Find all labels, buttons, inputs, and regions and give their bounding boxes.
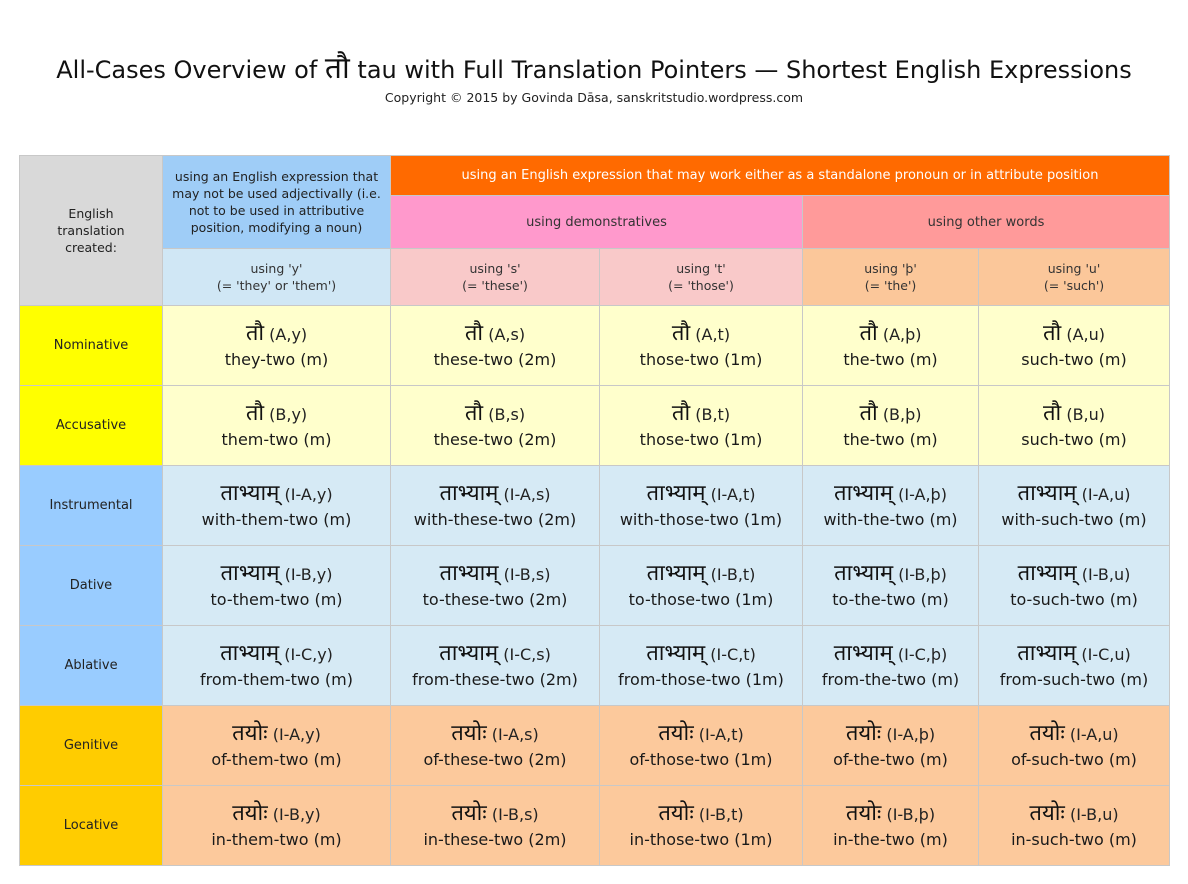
- english-expression: of-those-two (1m): [629, 749, 773, 769]
- devanagari-form: तौ: [245, 400, 265, 426]
- form-line: [979, 480, 1169, 508]
- case-label: Instrumental: [20, 466, 163, 546]
- devanagari-form: ताभ्याम्: [833, 640, 893, 666]
- case-code: (B,y): [269, 404, 308, 424]
- english-expression: in-such-two (m): [1011, 829, 1137, 849]
- form-cell-s: [391, 546, 600, 626]
- case-code: (I-B,þ): [886, 804, 936, 824]
- form-cell-s: [391, 386, 600, 466]
- devanagari-form: तयोः: [658, 720, 694, 746]
- other-words-group-header: using other words: [803, 196, 1170, 249]
- subheader-y: using 'y' (= 'they' or 'them'): [163, 249, 391, 306]
- title-suffix: tau with Full Translation Pointers — Shortest English Expressions: [349, 56, 1132, 84]
- subheader-thorn: using 'þ' (= 'the'): [803, 249, 979, 306]
- english-expression: to-them-two (m): [210, 589, 343, 609]
- case-code: (I-C,t): [710, 644, 756, 664]
- form-cell-s: [391, 626, 600, 706]
- demonstratives-group-header: using demonstratives: [391, 196, 803, 249]
- case-code: (A,þ): [882, 324, 922, 344]
- case-code: (A,y): [269, 324, 308, 344]
- case-code: (A,t): [695, 324, 731, 344]
- english-expression: the-two (m): [843, 429, 938, 449]
- case-label: Genitive: [20, 706, 163, 786]
- form-line: [979, 320, 1169, 348]
- devanagari-form: तौ: [464, 400, 484, 426]
- english-expression: from-these-two (2m): [412, 669, 578, 689]
- form-cell-t: [600, 466, 803, 546]
- case-code: (I-A,þ): [886, 724, 936, 744]
- case-code: (I-A,u): [1081, 484, 1131, 504]
- form-line: [391, 480, 599, 508]
- form-cell-y: [163, 706, 391, 786]
- case-code: (B,t): [695, 404, 731, 424]
- case-code: (I-C,þ): [897, 644, 948, 664]
- devanagari-form: तौ: [1043, 320, 1062, 346]
- cases-table: [19, 155, 1170, 866]
- form-cell-thorn: [803, 386, 979, 466]
- form-cell-y: [163, 306, 391, 386]
- devanagari-form: तयोः: [845, 720, 882, 746]
- form-line: [391, 720, 599, 748]
- form-cell-t: [600, 706, 803, 786]
- form-line: [391, 800, 599, 828]
- subheader-t: using 't' (= 'those'): [600, 249, 803, 306]
- form-line: [163, 560, 390, 588]
- english-expression: from-those-two (1m): [618, 669, 784, 689]
- devanagari-form: ताभ्याम्: [220, 640, 280, 666]
- form-line: [803, 720, 978, 748]
- form-cell-u: [979, 546, 1170, 626]
- case-code: (I-B,s): [503, 564, 551, 584]
- case-row-accusative: [20, 386, 1170, 466]
- english-expression: in-these-two (2m): [423, 829, 567, 849]
- either-position-group-header: using an English expression that may work either as a standalone pronoun or in attribute position: [391, 156, 1170, 196]
- title-prefix: All-Cases Overview of: [56, 56, 325, 84]
- devanagari-form: ताभ्याम्: [646, 640, 706, 666]
- form-cell-t: [600, 546, 803, 626]
- case-label: Nominative: [20, 306, 163, 386]
- form-line: [600, 640, 802, 668]
- case-code: (I-B,y): [272, 804, 321, 824]
- case-code: (I-A,y): [284, 484, 333, 504]
- english-expression: of-them-two (m): [211, 749, 342, 769]
- case-code: (B,þ): [882, 404, 922, 424]
- form-line: [600, 320, 802, 348]
- form-cell-y: [163, 466, 391, 546]
- form-line: [600, 720, 802, 748]
- case-code: (A,u): [1066, 324, 1105, 344]
- english-expression: the-two (m): [843, 349, 938, 369]
- devanagari-form: तौ: [464, 320, 484, 346]
- english-expression: with-such-two (m): [1001, 509, 1147, 529]
- form-line: [163, 720, 390, 748]
- form-line: [163, 640, 390, 668]
- devanagari-form: तयोः: [451, 800, 487, 826]
- english-expression: in-them-two (m): [211, 829, 342, 849]
- form-cell-y: [163, 626, 391, 706]
- devanagari-form: ताभ्याम्: [439, 640, 499, 666]
- form-cell-s: [391, 466, 600, 546]
- case-code: (I-B,u): [1069, 804, 1119, 824]
- form-line: [163, 480, 390, 508]
- case-row-nominative: [20, 306, 1170, 386]
- form-cell-t: [600, 386, 803, 466]
- english-expression: such-two (m): [1021, 429, 1127, 449]
- english-expression: these-two (2m): [433, 429, 557, 449]
- form-line: [979, 720, 1169, 748]
- form-cell-u: [979, 626, 1170, 706]
- devanagari-form: तौ: [859, 320, 878, 346]
- form-cell-thorn: [803, 626, 979, 706]
- form-cell-u: [979, 786, 1170, 866]
- corner-label: English translation created:: [57, 206, 125, 255]
- case-label: Ablative: [20, 626, 163, 706]
- english-expression: with-those-two (1m): [619, 509, 783, 529]
- form-line: [163, 400, 390, 428]
- english-expression: of-such-two (m): [1011, 749, 1137, 769]
- case-code: (I-A,y): [272, 724, 321, 744]
- page-title: [0, 46, 1188, 87]
- form-cell-thorn: [803, 546, 979, 626]
- case-code: (I-B,t): [710, 564, 756, 584]
- english-expression: from-the-two (m): [821, 669, 960, 689]
- devanagari-form: ताभ्याम्: [220, 560, 280, 586]
- case-code: (I-C,s): [503, 644, 551, 664]
- case-rows: [20, 306, 1170, 866]
- form-line: [803, 400, 978, 428]
- form-line: [600, 480, 802, 508]
- devanagari-form: तौ: [859, 400, 878, 426]
- devanagari-form: ताभ्याम्: [439, 480, 499, 506]
- devanagari-form: तौ: [671, 400, 691, 426]
- devanagari-form: तयोः: [1029, 800, 1065, 826]
- devanagari-form: तयोः: [451, 720, 487, 746]
- case-label: Dative: [20, 546, 163, 626]
- devanagari-form: तौ: [671, 320, 691, 346]
- form-line: [391, 400, 599, 428]
- case-code: (B,s): [488, 404, 526, 424]
- devanagari-form: तयोः: [658, 800, 694, 826]
- form-line: [600, 800, 802, 828]
- case-row-ablative: [20, 626, 1170, 706]
- copyright-line: Copyright © 2015 by Govinda Dāsa, sanskritstudio.wordpress.com: [384, 90, 804, 105]
- english-expression: they-two (m): [224, 349, 329, 369]
- case-label: Locative: [20, 786, 163, 866]
- english-expression: with-the-two (m): [823, 509, 958, 529]
- case-row-genitive: [20, 706, 1170, 786]
- case-row-dative: [20, 546, 1170, 626]
- case-row-instrumental: [20, 466, 1170, 546]
- form-cell-thorn: [803, 706, 979, 786]
- devanagari-form: तयोः: [1029, 720, 1065, 746]
- english-expression: in-those-two (1m): [629, 829, 773, 849]
- english-expression: to-those-two (1m): [628, 589, 774, 609]
- form-cell-u: [979, 466, 1170, 546]
- english-expression: those-two (1m): [639, 349, 763, 369]
- form-cell-u: [979, 386, 1170, 466]
- english-expression: of-the-two (m): [833, 749, 948, 769]
- title-devanagari: तौ: [324, 51, 350, 86]
- form-line: [979, 640, 1169, 668]
- form-line: [163, 320, 390, 348]
- devanagari-form: ताभ्याम्: [1017, 560, 1077, 586]
- case-row-locative: [20, 786, 1170, 866]
- english-expression: from-such-two (m): [999, 669, 1149, 689]
- form-cell-s: [391, 786, 600, 866]
- subheader-row: [20, 249, 1170, 306]
- english-expression: in-the-two (m): [833, 829, 948, 849]
- english-expression: such-two (m): [1021, 349, 1127, 369]
- devanagari-form: तयोः: [232, 800, 268, 826]
- english-expression: them-two (m): [221, 429, 332, 449]
- case-code: (I-B,t): [698, 804, 744, 824]
- case-code: (I-A,t): [710, 484, 756, 504]
- devanagari-form: तौ: [1042, 400, 1062, 426]
- form-line: [979, 560, 1169, 588]
- case-code: (I-A,t): [698, 724, 744, 744]
- case-code: (I-B,þ): [898, 564, 947, 584]
- english-expression: to-the-two (m): [832, 589, 949, 609]
- form-line: [803, 640, 978, 668]
- case-code: (I-A,u): [1069, 724, 1119, 744]
- case-label: Accusative: [20, 386, 163, 466]
- form-line: [979, 400, 1169, 428]
- case-code: (I-A,þ): [898, 484, 947, 504]
- devanagari-form: ताभ्याम्: [1017, 640, 1077, 666]
- case-code: (B,u): [1066, 404, 1106, 424]
- form-line: [600, 400, 802, 428]
- form-line: [803, 800, 978, 828]
- case-code: (I-B,y): [284, 564, 333, 584]
- non-adjective-group-header: using an English expression that may not be used adjectivally (i.e. not to be used in attributive position, modifying a noun): [163, 156, 391, 249]
- subheader-s: using 's' (= 'these'): [391, 249, 600, 306]
- case-code: (I-C,y): [284, 644, 333, 664]
- form-cell-thorn: [803, 786, 979, 866]
- form-cell-s: [391, 306, 600, 386]
- form-line: [391, 640, 599, 668]
- form-line: [979, 800, 1169, 828]
- case-code: (I-B,s): [491, 804, 539, 824]
- form-cell-t: [600, 786, 803, 866]
- form-line: [163, 800, 390, 828]
- case-code: (I-C,u): [1081, 644, 1131, 664]
- case-code: (I-A,s): [491, 724, 539, 744]
- form-line: [391, 560, 599, 588]
- english-expression: of-these-two (2m): [423, 749, 567, 769]
- devanagari-form: तयोः: [845, 800, 882, 826]
- english-expression: those-two (1m): [639, 429, 763, 449]
- case-code: (I-A,s): [503, 484, 551, 504]
- form-cell-s: [391, 706, 600, 786]
- devanagari-form: ताभ्याम्: [834, 560, 894, 586]
- form-cell-t: [600, 626, 803, 706]
- form-cell-thorn: [803, 306, 979, 386]
- english-expression: from-them-two (m): [200, 669, 353, 689]
- form-cell-u: [979, 706, 1170, 786]
- english-expression: these-two (2m): [433, 349, 557, 369]
- form-line: [803, 480, 978, 508]
- english-expression: to-such-two (m): [1010, 589, 1138, 609]
- form-cell-u: [979, 306, 1170, 386]
- devanagari-form: ताभ्याम्: [834, 480, 894, 506]
- devanagari-form: ताभ्याम्: [439, 560, 499, 586]
- form-line: [803, 560, 978, 588]
- form-cell-y: [163, 786, 391, 866]
- english-expression: with-these-two (2m): [413, 509, 577, 529]
- form-cell-y: [163, 386, 391, 466]
- devanagari-form: तयोः: [232, 720, 268, 746]
- subheader-u: using 'u' (= 'such'): [979, 249, 1170, 306]
- devanagari-form: ताभ्याम्: [220, 480, 280, 506]
- case-code: (A,s): [488, 324, 526, 344]
- form-line: [803, 320, 978, 348]
- case-code: (I-B,u): [1081, 564, 1131, 584]
- form-cell-y: [163, 546, 391, 626]
- corner-header: [20, 156, 163, 306]
- form-cell-thorn: [803, 466, 979, 546]
- devanagari-form: ताभ्याम्: [1017, 480, 1077, 506]
- form-line: [600, 560, 802, 588]
- form-cell-t: [600, 306, 803, 386]
- devanagari-form: ताभ्याम्: [646, 480, 706, 506]
- english-expression: to-these-two (2m): [422, 589, 568, 609]
- english-expression: with-them-two (m): [201, 509, 352, 529]
- devanagari-form: तौ: [245, 320, 265, 346]
- devanagari-form: ताभ्याम्: [646, 560, 706, 586]
- form-line: [391, 320, 599, 348]
